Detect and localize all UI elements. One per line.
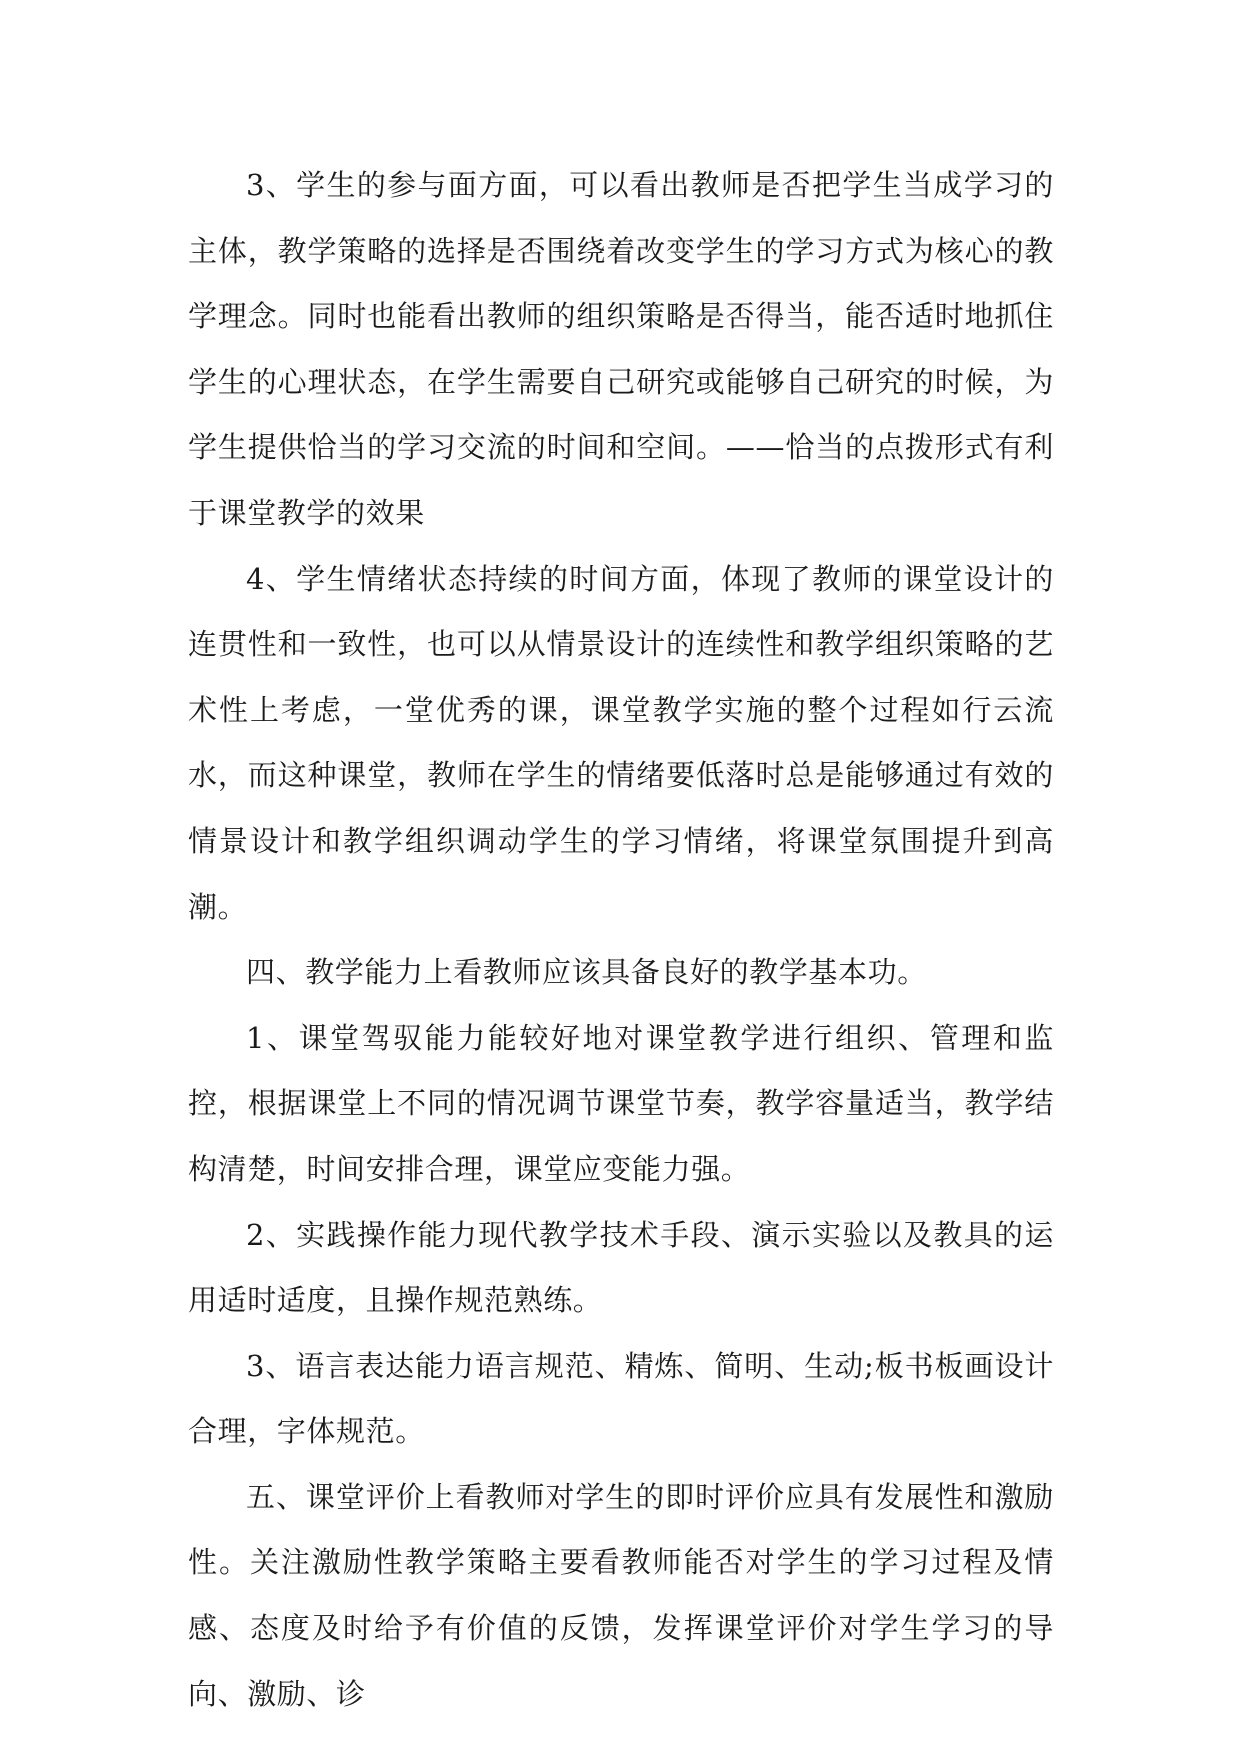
paragraph-section-four-heading: 四、教学能力上看教师应该具备良好的教学基本功。 <box>246 955 927 990</box>
paragraph-language-expression: 3、语言表达能力语言规范、精炼、简明、生动;板书板画设计合理，字体规范。 <box>188 1348 1054 1449</box>
paragraph-practical-operation: 2、实践操作能力现代教学技术手段、演示实验以及教具的运用适时适度，且操作规范熟练。 <box>188 1217 1054 1318</box>
paragraph-participation: 3、学生的参与面方面，可以看出教师是否把学生当成学习的主体，教学策略的选择是否围绕着改变学生的学习方式为核心的教学理念。同时也能看出教师的组织策略是否得当，能否适时地抓住学生的心理状态，在学生需要自己研究或能够自己研究的时候，为学生提供恰当的学习交流的时间和空间。——恰当的点拨形式有利于课堂教学的效果 <box>188 168 1054 530</box>
paragraph-section-five-evaluation: 五、课堂评价上看教师对学生的即时评价应具有发展性和激励性。关注激励性教学策略主要看教师能否对学生的学习过程及情感、态度及时给予有价值的反馈，发挥课堂评价对学生学习的导向、激励、诊 <box>188 1479 1054 1711</box>
paragraph-emotion-duration: 4、学生情绪状态持续的时间方面，体现了教师的课堂设计的连贯性和一致性，也可以从情景设计的连续性和教学组织策略的艺术性上考虑，一堂优秀的课，课堂教学实施的整个过程如行云流水，而这种课堂，教师在学生的情绪要低落时总是能够通过有效的情景设计和教学组织调动学生的学习情绪，将课堂氛围提升到高潮。 <box>188 561 1054 924</box>
document-body <box>188 153 1054 1727</box>
paragraph-classroom-control: 1、课堂驾驭能力能较好地对课堂教学进行组织、管理和监控，根据课堂上不同的情况调节课堂节奏，教学容量适当，教学结构清楚，时间安排合理，课堂应变能力强。 <box>188 1020 1054 1186</box>
